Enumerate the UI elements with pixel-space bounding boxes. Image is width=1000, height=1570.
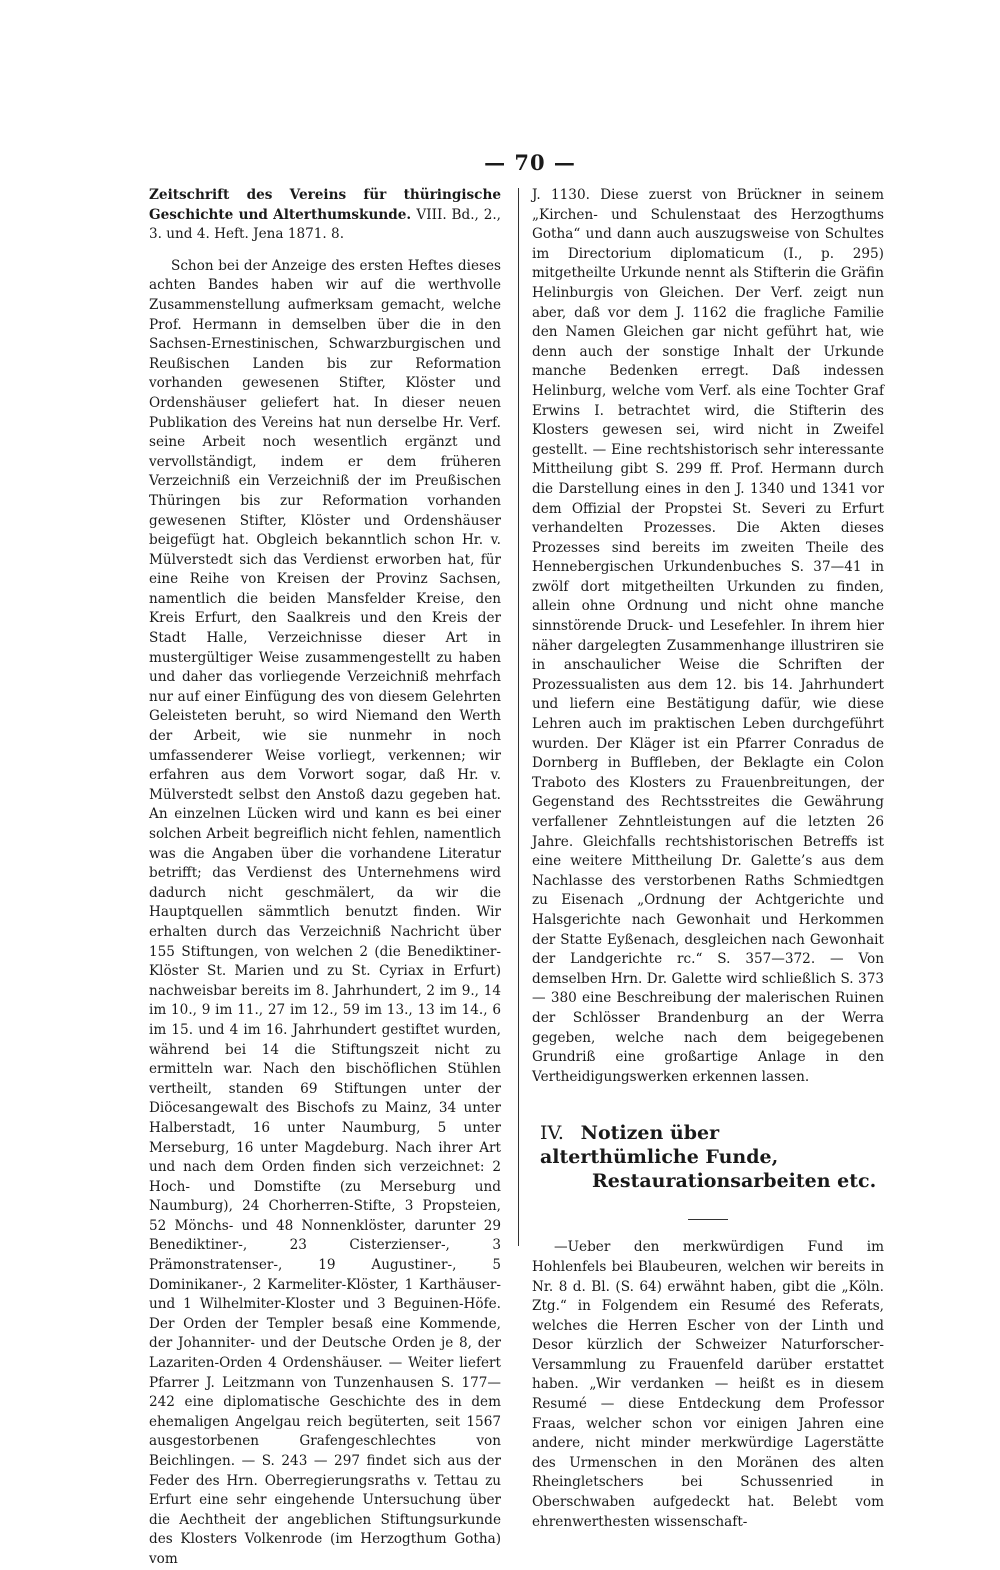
review-heading: Zeitschrift des Vereins für thüringische Geschichte und Alterthumskunde.: [149, 187, 501, 223]
review-paragraph: Schon bei der Anzeige des ersten Heftes dieses achten Bandes haben wir auf die werthvolle Zusammenstellung aufmerksam gemacht, welche Prof. Hermann in demselben über die in den Sachsen-Ernestinischen, Schwarzburgischen und Reußischen Landen bis zur Reformation vorhanden gewesenen Stifter, Klöster und Ordenshäuser geliefert hat. In dieser neuen Publikation des Vereins hat nun derselbe Hr. Verf. seine Arbeit noch wesentlich ergänzt und vervollständigt, indem er dem früheren Verzeichniß ein Verzeichniß der im Preußischen Thüringen bis zur Reformation vorhanden gewesenen Stifter, Klöster und Ordenshäuser beigefügt hat. Obgleich bekanntlich schon Hr. v. Mülverstedt sich das Verdienst erworben hat, für eine Reihe von Kreisen der Provinz Sachsen, namentlich die beiden Mansfelder Kreise, den Kreis Erfurt, den Saalkreis und den Kreis der Stadt Halle, Verzeichnisse dieser Art in mustergültiger Weise zusammengestellt zu haben und daher das vorliegende Verzeichniß mehrfach nur auf einer Einfügung des von diesem Gelehrten Geleisteten beruht, so wird Niemand den Werth der Arbeit, wie sie nunmehr in noch umfassenderer Weise vorliegt, verkennen; wir erfahren aus dem Vorwort sogar, daß Hr. v. Mülverstedt selbst den Anstoß dazu gegeben hat. An einzelnen Lücken wird und kann es bei einer solchen Arbeit begreiflich nicht fehlen, namentlich was die Angaben über die vorhandene Literatur betrifft; das Verdienst des Unternehmens wird dadurch nicht geschmälert, da wir die Hauptquellen sämmtlich benutzt finden. Wir erhalten durch das Verzeichniß Nachricht über 155 Stiftungen, von welchen 2 (die Benediktiner-Klöster St. Marien und zu St. Cyriax in Erfurt) nachweisbar bereits im 8. Jahrhundert, 2 im 9., 14 im 10., 9 im 11., 27 im 12., 59 im 13., 13 im 14., 6 im 15. und 4 im 16. Jahrhundert gestiftet wurden, während bei 14 die Stiftungszeit nicht zu ermitteln war. Nach den bischöflichen Stühlen vertheilt, standen 69 Stiftungen unter der Diöcesangewalt des Bischofs zu Mainz, 34 unter Halberstadt, 16 unter Naumburg, 5 unter Merseburg, 16 unter Magdeburg. Nach ihrer Art und nach dem Orden finden sich verzeichnet: 2 Hoch- und Domstifte (zu Merseburg und Naumburg), 24 Chorherren-Stifte, 3 Propsteien, 52 Mönchs- und 48 Nonnenklöster, darunter 29 Benediktiner-, 23 Cisterzienser-, 3 Prämonstratenser-, 19 Augustiner-, 5 Dominikaner-, 2 Karmeliter-Klöster, 1 Karthäuser- und 1 Wilhelmiter-Kloster und 3 Beguinen-Höfe. Der Orden der Templer besaß eine Kommende, der Johanniter- und der Deutsche Orden je 8, der Lazariten-Orden 4 Ordenshäuser. — Weiter liefert Pfarrer J. Leitzmann von Tunzenhausen S. 177—242 eine diplomatische Geschichte des in dem ehemaligen Angelgau reich begüterten, seit 1567 ausgestorbenen Grafengeschlechtes von Beichlingen. — S. 243 — 297 findet sich aus der Feder des Hrn. Oberregierungsraths v. Tettau zu Erfurt eine sehr eingehende Untersuchung über die Aechtheit der angeblichen Stiftungsurkunde des Klosters Volkenrode (im Herzogthum Gotha) vom: [149, 257, 501, 1567]
right-column: [532, 186, 884, 1532]
page-number: — 70 —: [484, 150, 576, 175]
column-divider: [518, 188, 519, 1246]
review-continuation-paragraph: J. 1130. Diese zuerst von Brückner in seinem „Kirchen- und Schulenstaat des Herzogthums Gotha“ und dann auch auszugsweise von Schultes im Directorium diplomaticum (I., p. 295) mitgetheilte Urkunde nennt als Stifterin die Gräfin Helinburgis von Gleichen. Der Verf. zeigt nun aber, daß vor dem J. 1162 die fragliche Familie den Namen Gleichen gar nicht geführt hat, wie denn auch der sonstige Inhalt der Urkunde manche Bedenken erregt. Daß indessen Helinburg, welche vom Verf. als eine Tochter Graf Erwins I. betrachtet wird, die Stifterin des Klosters gewesen sei, wird nicht in Zweifel gestellt. — Eine rechtshistorisch sehr interessante Mittheilung gibt S. 299 ff. Prof. Hermann durch die Darstellung eines in den J. 1340 und 1341 vor dem Offizial der Propstei St. Severi zu Erfurt verhandelten Prozesses. Die Akten dieses Prozesses sind bereits im zweiten Theile des Hennebergischen Urkundenbuches S. 37—41 in zwölf dort mitgetheilten Urkunden zu finden, allein ohne Ordnung und nicht ohne manche sinnstörende Druck- und Lesefehler. In ihrem hier näher dargelegten Zusammenhange illustriren sie in anschaulicher Weise die Schriften der Prozessualisten aus dem 12. bis 14. Jahrhundert und liefern eine Bestätigung dafür, wie diese Lehren auch im praktischen Leben durchgeführt wurden. Der Kläger ist ein Pfarrer Conradus de Dornberg in Buffleben, der Beklagte ein Colon Traboto des Klosters zu Frauenbreitungen, der Gegenstand des Rechtsstreites die Gewährung verfallener Zehntleistungen auf die letzten 26 Jahre. Gleichfalls rechtshistorischen Betreffs ist eine weitere Mittheilung Dr. Galette’s aus dem Nachlasse des verstorbenen Raths Schmiedtgen zu Eisenach „Ordnung der Achtgerichte und Halsgerichte nach Gewonhait und Herkommen der Statte Eyßenach, desgleichen nach Gewonhait der Landgerichte rc.“ S. 357—372. — Von demselben Hrn. Dr. Galette wird schließlich S. 373 — 380 eine Beschreibung der malerischen Ruinen der Schlösser Brandenburg an der Werra gegeben, welche nach dem beigegebenen Grundriß eine großartige Anlage in den Vertheidigungswerken erkennen lassen.: [532, 187, 884, 1085]
review-heading-block: [149, 186, 501, 245]
review-citation: VIII. Bd., 2., 3. und 4. Heft. Jena 1871. 8.: [149, 206, 501, 243]
section-title-line1: Notizen über alterthümliche Funde,: [540, 1122, 779, 1169]
left-column: [149, 186, 501, 1570]
section-number: IV.: [540, 1122, 564, 1145]
notice-paragraph: —Ueber den merkwürdigen Fund im Hohlenfels bei Blaubeuren, welchen wir bereits in Nr. 8 d. Bl. (S. 64) erwähnt haben, gibt die „Köln. Ztg.“ in Folgendem ein Resumé des Referats, welches die Herren Escher von der Linth und Desor kürzlich der Schweizer Naturforscher-Versammlung zu Frauenfeld darüber erstattet haben. „Wir verdanken — heißt es in diesem Resumé — diese Entdeckung dem Professor Fraas, welcher schon vor einigen Jahren eine andere, nicht minder merkwürdige Lagerstätte des Urmenschen in den Moränen des alten Rheingletschers bei Schussenried in Oberschwaben aufgedeckt hat. Belebt vom ehrenwerthesten wissenschaft-: [532, 1239, 884, 1530]
section-title-line2: Restaurationsarbeiten etc.: [592, 1170, 877, 1193]
section-rule: [688, 1219, 728, 1220]
section-heading: [532, 1121, 884, 1193]
